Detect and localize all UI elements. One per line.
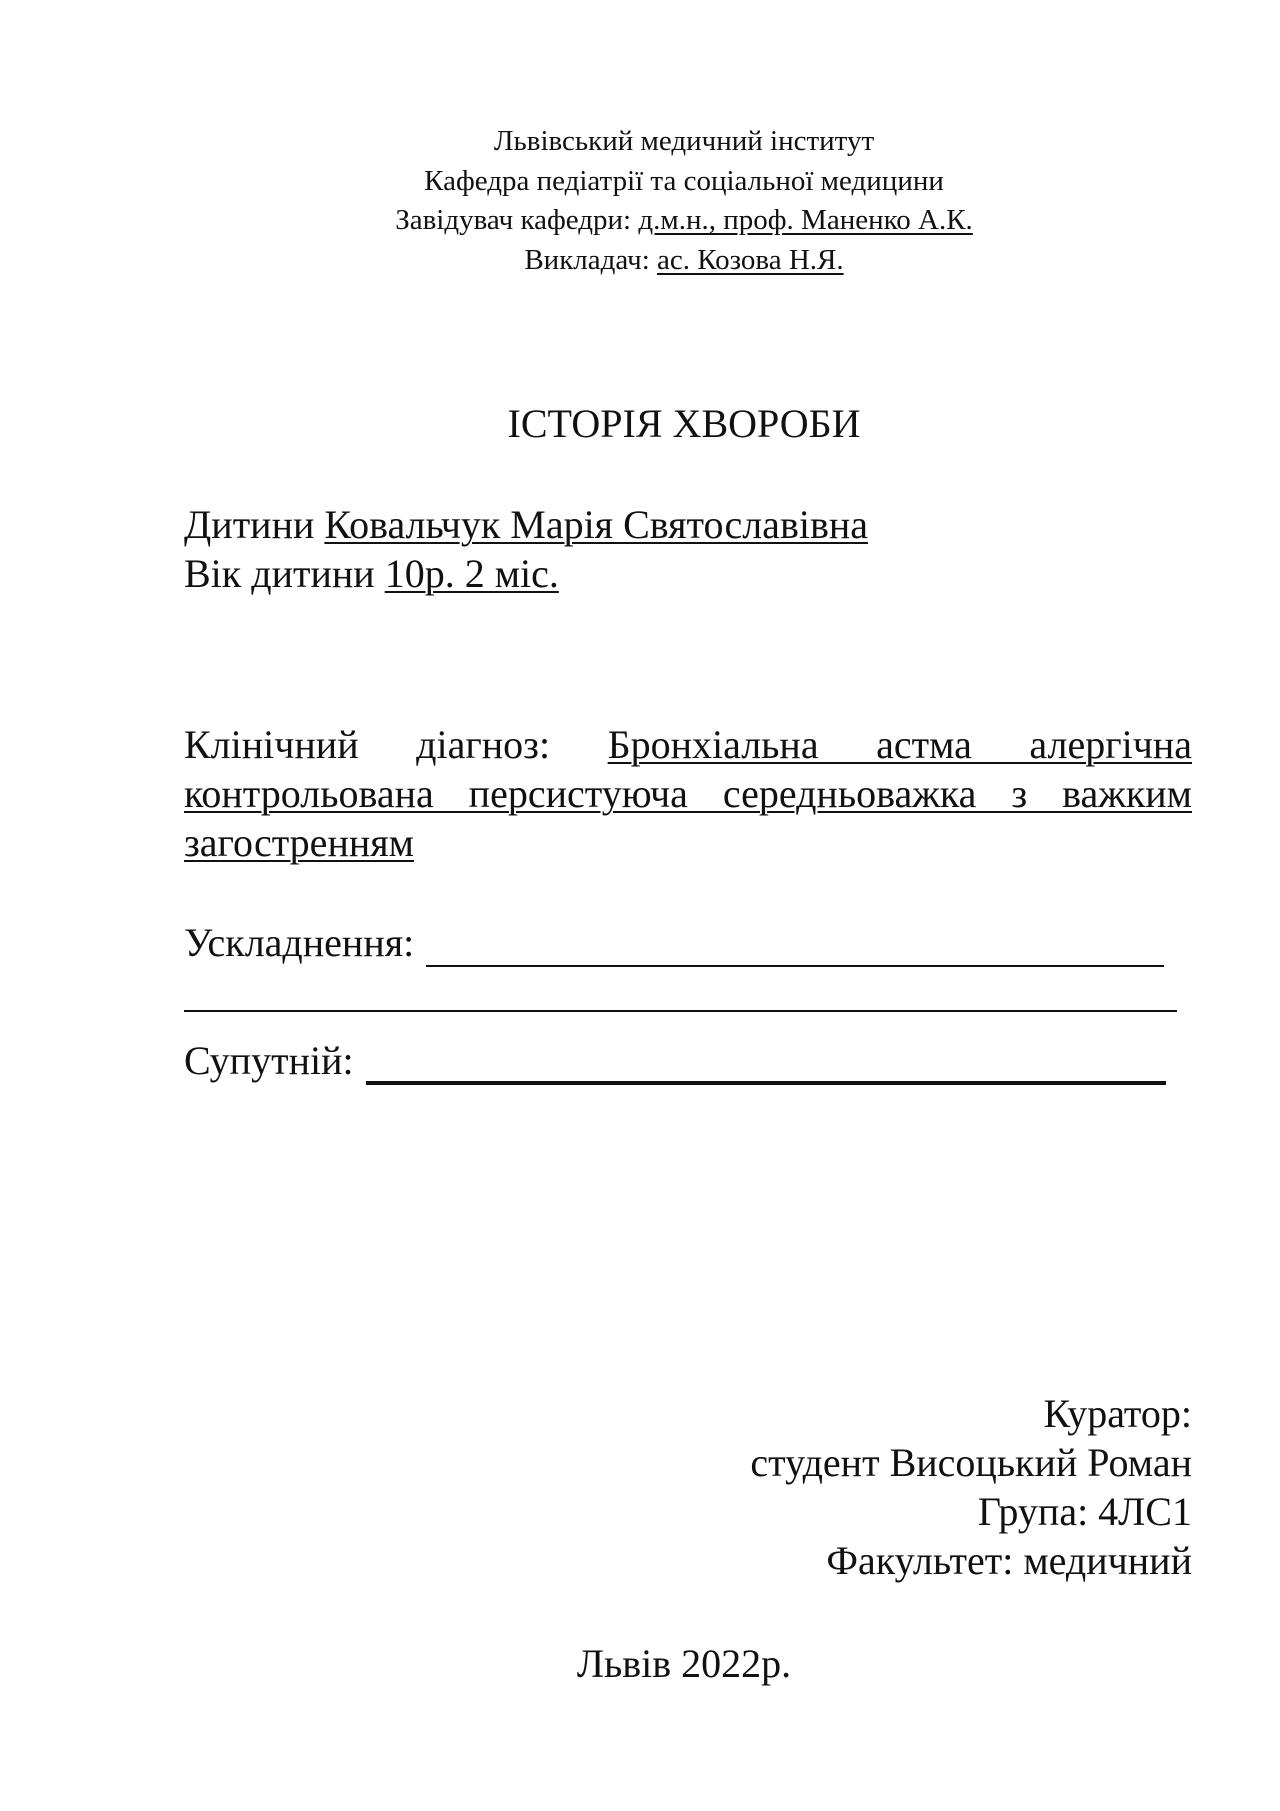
diagnosis-value: Бронхіальна астма алергічна контрольована персистуюча середньоважка з важким загостренням	[184, 722, 1193, 865]
curator-heading: Куратор:	[1043, 1391, 1192, 1436]
document-title: ІСТОРІЯ ХВОРОБИ	[507, 401, 861, 446]
curator-faculty: Факультет: медичний	[826, 1538, 1192, 1583]
city-year: Львів 2022р.	[576, 1641, 792, 1686]
department-head	[230, 201, 1138, 241]
age-value: 10р. 2 міс.	[384, 551, 559, 596]
diagnosis-label: Клінічний діагноз:	[184, 722, 551, 767]
patient-info	[184, 500, 1192, 598]
complications-field	[184, 918, 1164, 967]
curator-block	[492, 1389, 1192, 1585]
department-head-label: Завідувач кафедри:	[395, 204, 632, 236]
teacher-value: ас. Козова Н.Я.	[657, 243, 844, 276]
age-line	[184, 549, 1192, 598]
concomitant-blank	[366, 1045, 1166, 1085]
age-label: Вік дитини	[184, 551, 375, 596]
institution-name: Львівський медичний інститут	[493, 125, 875, 157]
complications-blank	[426, 929, 1164, 967]
curator-group: Група: 4ЛС1	[977, 1489, 1192, 1534]
child-line	[184, 500, 1192, 549]
child-label: Дитини	[184, 502, 315, 547]
document-header	[230, 122, 1138, 280]
teacher	[230, 241, 1138, 281]
teacher-label: Викладач:	[524, 243, 650, 276]
curator-student: студент Висоцький Роман	[750, 1440, 1192, 1485]
complications-label: Ускладнення:	[184, 920, 415, 965]
complications-blank-line	[184, 1010, 1177, 1012]
concomitant-label: Супутній:	[184, 1038, 354, 1083]
department-name: Кафедра педіатрії та соціальної медицини	[424, 164, 944, 197]
clinical-diagnosis	[184, 720, 1192, 867]
child-name: Ковальчук Марія Святославівна	[324, 502, 868, 547]
concomitant-field	[184, 1036, 1166, 1085]
department-head-value: д.м.н., проф. Маненко А.К.	[638, 204, 973, 236]
